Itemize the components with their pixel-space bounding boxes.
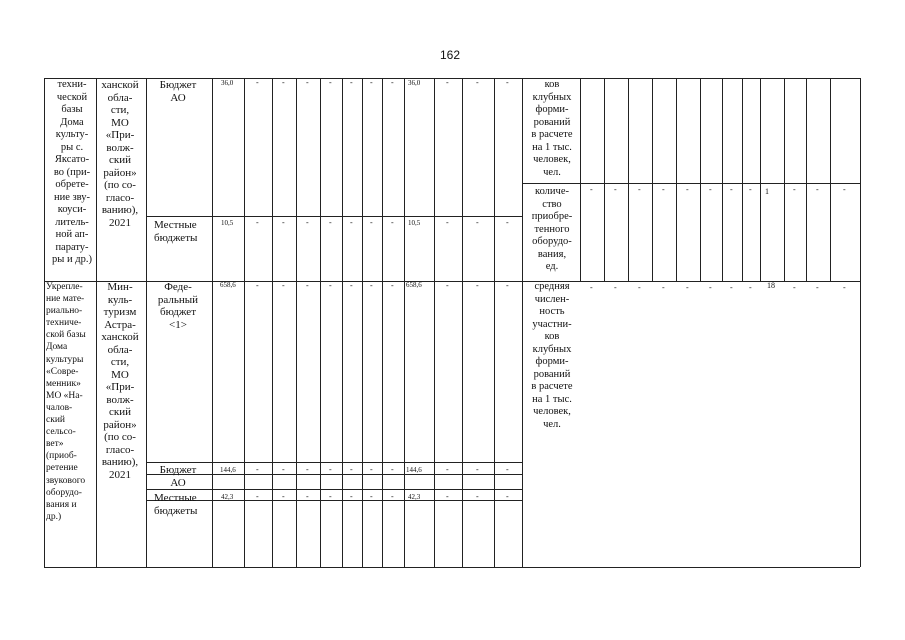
row2-src2-dash-8: - — [476, 465, 479, 474]
row2-src2-dash-3: - — [329, 465, 332, 474]
row2-source-1-total: 658,6 — [220, 281, 236, 289]
row2-src1-dash-0: - — [256, 281, 259, 290]
col-border-indicator-4 — [676, 78, 677, 281]
col-border-budget-9 — [434, 78, 435, 567]
row1-src1-dash-1: - — [282, 78, 285, 87]
row1-src1-dash-4: - — [350, 78, 353, 87]
row2-src3-dash-2: - — [306, 492, 309, 501]
col-border-budget-3 — [296, 78, 297, 567]
row1-ind2-dash-11: - — [843, 185, 846, 194]
col-border-budget-7 — [382, 78, 383, 567]
row2-ind1-dash-5: - — [709, 283, 712, 292]
row1-indicator-separator — [522, 183, 860, 184]
row1-ind2-dash-6: - — [730, 185, 733, 194]
row1-src1-dash-2: - — [306, 78, 309, 87]
row1-src1-dash-0: - — [256, 78, 259, 87]
row2-src2-dash-1: - — [282, 465, 285, 474]
row2-src1-dash-1: - — [282, 281, 285, 290]
row2-src2-dash-6: - — [391, 465, 394, 474]
row2-source-2-name: Бюджет АО — [159, 464, 197, 489]
row1-src2-dash-9: - — [506, 218, 509, 227]
row1-ind2-dash-9: - — [793, 185, 796, 194]
col-border-budget-8 — [404, 78, 405, 567]
col-border-budget-5 — [342, 78, 343, 567]
row2-source-1-name: Феде- ральный бюджет <1> — [157, 281, 199, 331]
col-border-budget-12 — [522, 78, 523, 567]
row2-src1-dash-5: - — [370, 281, 373, 290]
row2-src1-dash-6: - — [391, 281, 394, 290]
row1-ind2-dash-1: - — [614, 185, 617, 194]
row2-indicator-1-text: средняя числен- ность участни- ков клубных форми- рований в расчете на 1 тыс. человек, чел. — [531, 281, 573, 430]
row2-src3-dash-7: - — [446, 492, 449, 501]
row1-src2-dash-5: - — [370, 218, 373, 227]
col-border-indicator-8 — [760, 78, 761, 281]
col-border-indicator-6 — [722, 78, 723, 281]
row1-source-separator — [146, 216, 522, 217]
row1-src2-dash-3: - — [329, 218, 332, 227]
row1-src1-dash-5: - — [370, 78, 373, 87]
row2-source-3-last: 42,3 — [408, 493, 421, 501]
row2-src2-dash-7: - — [446, 465, 449, 474]
row2-ind1-dash-2: - — [638, 283, 641, 292]
col-border-indicator-7 — [742, 78, 743, 281]
row1-src1-dash-7: - — [446, 78, 449, 87]
row2-src3-dash-1: - — [282, 492, 285, 501]
row1-source-2-last: 10,5 — [408, 219, 421, 227]
row2-source-3-total: 42,3 — [221, 493, 234, 501]
row1-ind2-dash-7: - — [749, 185, 752, 194]
row2-ind1-dash-4: - — [686, 283, 689, 292]
row2-src2-dash-2: - — [306, 465, 309, 474]
row2-indicator-1-value: 18 — [767, 281, 775, 290]
col-border-indicator-1 — [604, 78, 605, 281]
row1-src2-dash-4: - — [350, 218, 353, 227]
row1-indicator-2-value: 1 — [765, 187, 769, 196]
row2-src3-dash-6: - — [391, 492, 394, 501]
row2-ind1-dash-1: - — [614, 283, 617, 292]
row1-src1-dash-3: - — [329, 78, 332, 87]
row1-object-text: техни- ческой базы Дома культу- ры с. Яксато- во (при- обрете- ние зву- коуси- литель- ной ап- парату- ры и др.) — [52, 79, 92, 265]
row2-src1-dash-2: - — [306, 281, 309, 290]
row1-source-1-total: 36,0 — [221, 79, 234, 87]
row2-src2-dash-9: - — [506, 465, 509, 474]
col-border-indicator-2 — [628, 78, 629, 281]
row1-src1-dash-6: - — [391, 78, 394, 87]
row2-src1-dash-7: - — [446, 281, 449, 290]
row2-ind1-dash-10: - — [816, 283, 819, 292]
row1-ind2-dash-2: - — [638, 185, 641, 194]
row2-ind1-dash-9: - — [793, 283, 796, 292]
col-border-indicator-12 — [860, 78, 861, 567]
row1-src2-dash-8: - — [476, 218, 479, 227]
row1-source-2-total: 10,5 — [221, 219, 234, 227]
row2-source-3-name: Местные бюджеты — [154, 492, 198, 517]
row1-ind2-dash-0: - — [590, 185, 593, 194]
row1-src2-dash-2: - — [306, 218, 309, 227]
row1-source-1-name: Бюджет АО — [159, 79, 197, 104]
row2-ind1-dash-11: - — [843, 283, 846, 292]
row2-executor-text: Мин- куль- туризм Астра- ханской обла- сти, МО «При- волж- ский район» (по со- гласо- ванию), 2021 — [101, 281, 139, 481]
row2-src3-dash-3: - — [329, 492, 332, 501]
col-border-indicator-0 — [580, 78, 581, 281]
row2-src2-dash-5: - — [370, 465, 373, 474]
row2-source-separator-1 — [146, 462, 522, 463]
row1-indicator-1-text: ков клубных форми- рований в расчете на 1 тыс. человек, чел. — [531, 79, 573, 178]
row1-ind2-dash-4: - — [686, 185, 689, 194]
row1-src1-dash-8: - — [476, 78, 479, 87]
page-number: 162 — [440, 48, 461, 62]
row1-src2-dash-0: - — [256, 218, 259, 227]
row2-src3-dash-8: - — [476, 492, 479, 501]
row2-src2-dash-0: - — [256, 465, 259, 474]
row2-source-2-total: 144,6 — [220, 466, 236, 474]
col-border-budget-4 — [320, 78, 321, 567]
col-border-left — [44, 78, 45, 567]
col-border-budget-2 — [272, 78, 273, 567]
row2-ind1-dash-0: - — [590, 283, 593, 292]
row2-source-1-last: 658,6 — [406, 281, 422, 289]
col-border-indicator-3 — [652, 78, 653, 281]
row2-src1-dash-3: - — [329, 281, 332, 290]
col-border-budget-1 — [244, 78, 245, 567]
row2-src2-dash-4: - — [350, 465, 353, 474]
table-bottom-border — [44, 567, 860, 568]
row1-source-1-last: 36,0 — [408, 79, 421, 87]
row2-src1-dash-8: - — [476, 281, 479, 290]
row2-src3-dash-0: - — [256, 492, 259, 501]
row1-src2-dash-6: - — [391, 218, 394, 227]
row1-ind2-dash-5: - — [709, 185, 712, 194]
row1-src2-dash-7: - — [446, 218, 449, 227]
row2-src3-dash-5: - — [370, 492, 373, 501]
row1-ind2-dash-3: - — [662, 185, 665, 194]
col-border-indicator-5 — [700, 78, 701, 281]
row2-ind1-dash-3: - — [662, 283, 665, 292]
row2-src1-dash-9: - — [506, 281, 509, 290]
row1-src1-dash-9: - — [506, 78, 509, 87]
row2-ind1-dash-6: - — [730, 283, 733, 292]
row1-ind2-dash-10: - — [816, 185, 819, 194]
col-border-budget-10 — [462, 78, 463, 567]
row2-src1-dash-4: - — [350, 281, 353, 290]
row2-object-text: Укрепле- ние мате- риально- техниче- ской базы Дома культуры «Совре- менник» МО «На- чалов- ский сельсо- вет» (приоб- ретение звукового оборудо- вания и др.) — [46, 282, 86, 522]
row2-src3-dash-4: - — [350, 492, 353, 501]
row2-ind1-dash-7: - — [749, 283, 752, 292]
col-border-indicator-11 — [830, 78, 831, 281]
row2-source-2-last: 144,6 — [406, 466, 422, 474]
col-border-budget-11 — [494, 78, 495, 567]
col-border-indicator-9 — [784, 78, 785, 281]
row1-indicator-2-text: количе- ство приобре- тенного оборудо- вания, ед. — [531, 186, 573, 272]
row1-executor-text: ханской обла- сти, МО «При- волж- ский район» (по со- гласо- ванию), 2021 — [101, 79, 139, 229]
row1-source-2-name: Местные бюджеты — [154, 219, 198, 244]
row2-source-separator-2 — [146, 489, 522, 490]
col-border-budget-6 — [362, 78, 363, 567]
row2-src3-dash-9: - — [506, 492, 509, 501]
col-border-indicator-10 — [806, 78, 807, 281]
row1-src2-dash-1: - — [282, 218, 285, 227]
